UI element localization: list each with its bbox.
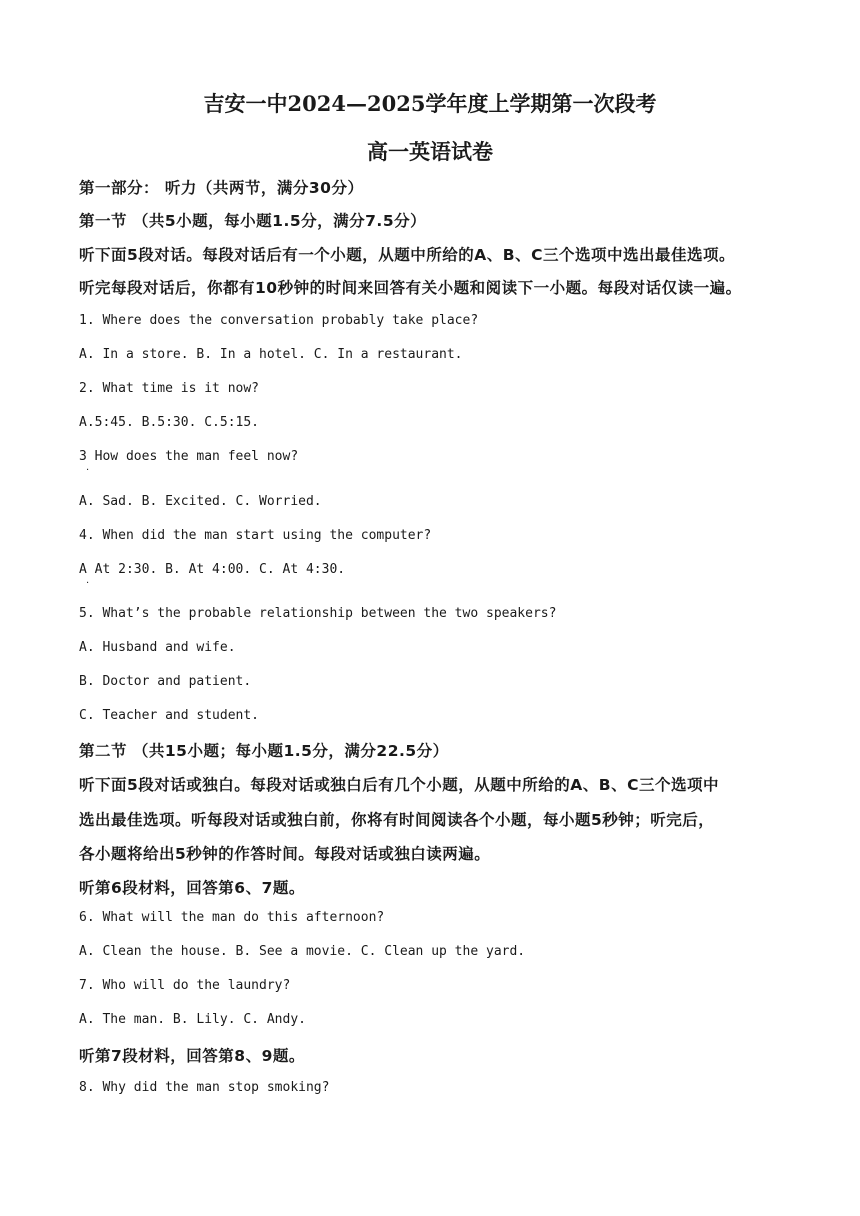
section-text: 听下面5段对话或独白。每段对话或独白后有几个小题，从题中所给的A、B、C三个选项中 bbox=[79, 776, 719, 794]
question-text: A. Sad. B. Excited. C. Worried. bbox=[79, 494, 322, 509]
question-text: C. Teacher and student. bbox=[79, 708, 260, 723]
question-text: A At 2:30. B. At 4:00. C. At 4:30. bbox=[79, 562, 346, 577]
question-text: A. The man. B. Lily. C. Andy. bbox=[79, 1012, 306, 1027]
question-text: A. Clean the house. B. See a movie. C. Clean up the yard. bbox=[79, 944, 526, 959]
section-text: 第一部分： 听力（共两节，满分30分） bbox=[79, 179, 364, 197]
section-text: 选出最佳选项。听每段对话或独白前，你将有时间阅读各个小题，每小题5秒钟；听完后， bbox=[79, 811, 715, 829]
stray-dot: · bbox=[86, 578, 90, 589]
section-text: 各小题将给出5秒钟的作答时间。每段对话或独白读两遍。 bbox=[79, 845, 491, 863]
question-text: 7. Who will do the laundry? bbox=[79, 978, 291, 993]
section-text: 听第6段材料，回答第6、7题。 bbox=[79, 879, 305, 897]
question-text: B. Doctor and patient. bbox=[79, 674, 252, 689]
section-text: 听下面5段对话。每段对话后有一个小题，从题中所给的A、B、C三个选项中选出最佳选项。 bbox=[79, 246, 735, 264]
question-text: 4. When did the man start using the computer? bbox=[79, 528, 432, 543]
question-text: 2. What time is it now? bbox=[79, 381, 260, 396]
question-text: 6. What will the man do this afternoon? bbox=[79, 910, 385, 925]
section-text: 第一节 （共5小题，每小题1.5分，满分7.5分） bbox=[79, 212, 427, 230]
question-text: 3 How does the man feel now? bbox=[79, 449, 299, 464]
question-text: 1. Where does the conversation probably take place? bbox=[79, 313, 479, 328]
question-text: A. Husband and wife. bbox=[79, 640, 236, 655]
section-text: 听第7段材料，回答第8、9题。 bbox=[79, 1047, 305, 1065]
question-text: A.5:45. B.5:30. C.5:15. bbox=[79, 415, 260, 430]
question-text: 8. Why did the man stop smoking? bbox=[79, 1080, 330, 1095]
question-text: 5. What’s the probable relationship between the two speakers? bbox=[79, 606, 557, 621]
exam-subtitle: 高一英语试卷 bbox=[367, 139, 493, 164]
section-text: 第二节 （共15小题；每小题1.5分，满分22.5分） bbox=[79, 742, 449, 760]
section-text: 听完每段对话后，你都有10秒钟的时间来回答有关小题和阅读下一小题。每段对话仅读一遍。 bbox=[79, 279, 742, 297]
exam-title: 吉安一中2024—2025学年度上学期第一次段考 bbox=[203, 91, 657, 116]
question-text: A. In a store. B. In a hotel. C. In a restaurant. bbox=[79, 347, 463, 362]
stray-dot: · bbox=[86, 465, 90, 476]
